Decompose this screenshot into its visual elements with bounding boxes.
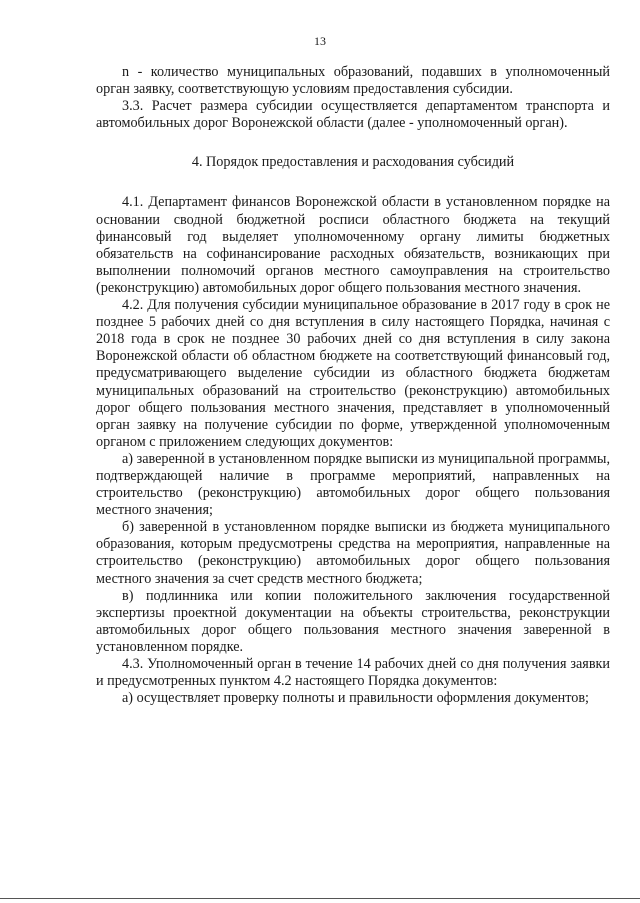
list-item: б) заверенной в установленном порядке выписки из бюджета муниципального образования, которым предусмотрены средства на мероприятия, направленные на строительство (реконструкцию) автомобильных дорог общего пользования местного значения за счет средств местного бюджета;	[96, 519, 610, 587]
list-item: а) заверенной в установленном порядке выписки из муниципальной программы, подтверждающей наличие в программе мероприятий, направленных на строительство (реконструкцию) автомобильных дорог общего пользования местного значения;	[96, 450, 610, 519]
document-body	[96, 64, 610, 707]
list-item: а) осуществляет проверку полноты и правильности оформления документов;	[122, 690, 589, 707]
paragraph: n - количество муниципальных образований, подавших в уполномоченный орган заявку, соответствующую условиям предоставления субсидии.	[96, 64, 610, 98]
paragraph: 4.2. Для получения субсидии муниципальное образование в 2017 году в срок не позднее 5 рабочих дней со дня вступления в силу настоящего Порядка, начиная с 2018 года в срок не позднее 30 рабочих дней со дня вступления в силу закона Воронежской области об областном бюджете на соответствующий финансовый год, предусматривающего выделение субсидии из областного бюджета бюджетам муниципальных образований на строительство (реконструкцию) автомобильных дорог общего пользования местного значения, представляет в уполномоченный орган заявку на получение субсидии по форме, утвержденной уполномоченным органом с приложением следующих документов:	[96, 297, 610, 450]
paragraph: 4.1. Департамент финансов Воронежской области в установленном порядке на основании сводной бюджетной росписи областного бюджета на текущий финансовый год выделяет уполномоченному органу лимиты бюджетных обязательств на софинансирование расходных обязательств, возникающих при выполнении полномочий органов местного самоуправления на строительство (реконструкцию) автомобильных дорог общего пользования местного значения.	[96, 194, 610, 296]
paragraph: 3.3. Расчет размера субсидии осуществляется департаментом транспорта и автомобильных дорог Воронежской области (далее - уполномоченный орган).	[96, 98, 610, 132]
page-edge-line	[0, 898, 640, 899]
paragraph: 4.3. Уполномоченный орган в течение 14 рабочих дней со дня получения заявки и предусмотренных пунктом 4.2 настоящего Порядка документов:	[96, 656, 610, 690]
section-heading: 4. Порядок предоставления и расходования субсидий	[191, 154, 515, 171]
list-item: в) подлинника или копии положительного заключения государственной экспертизы проектной документации на объекты строительства, реконструкции автомобильных дорог общего пользования местного значения заверенной в установленном порядке.	[96, 587, 610, 655]
page-number: 13	[314, 34, 326, 48]
